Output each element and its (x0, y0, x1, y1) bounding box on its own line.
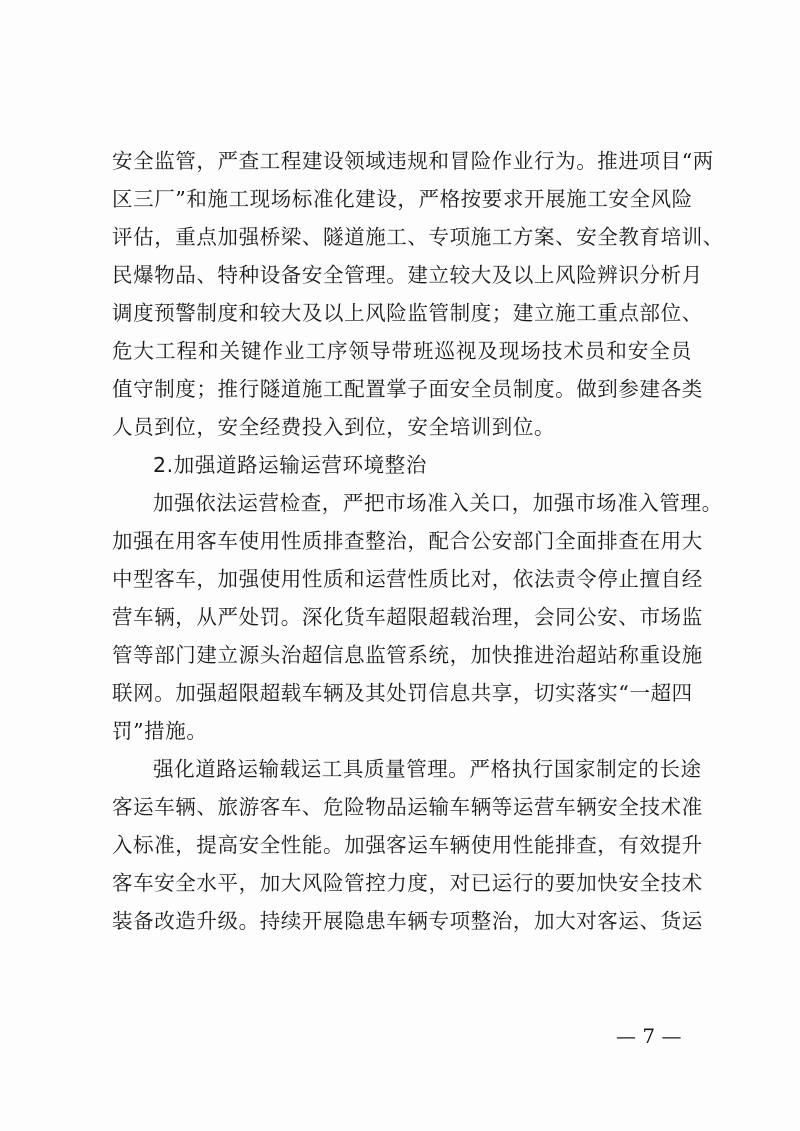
text-line: 入标准，提高安全性能。加强客运车辆使用性能排查，有效提升 (112, 833, 703, 857)
text-line: 装备改造升级。持续开展隐患车辆专项整治，加大对客运、货运 (112, 909, 703, 933)
text-line: 联网。加强超限超载车辆及其处罚信息共享，切实落实“一超四 (112, 681, 693, 705)
paragraph-2 (112, 488, 723, 746)
text-line: 加强依法运营检查，严把市场准入关口，加强市场准入管理。 (153, 491, 723, 515)
text-line: 中型客车，加强使用性质和运营性质比对，依法责令停止擅自经 (112, 567, 703, 591)
text-line: 管等部门建立源头治超信息监管系统，加快推进治超站称重设施 (112, 643, 703, 667)
text-line: 评估，重点加强桥梁、隧道施工、专项施工方案、安全教育培训、 (112, 225, 724, 249)
text-line: 值守制度；推行隧道施工配置掌子面安全员制度。做到参建各类 (112, 377, 703, 401)
text-line: 区三厂”和施工现场标准化建设，严格按要求开展施工安全风险 (112, 187, 693, 211)
text-line: 罚”措施。 (112, 719, 208, 743)
text-line: 民爆物品、特种设备安全管理。建立较大及以上风险辨识分析月 (112, 263, 703, 287)
text-line: 调度预警制度和较大及以上风险监管制度；建立施工重点部位、 (112, 301, 703, 325)
paragraph-3 (112, 754, 703, 936)
text-line: 危大工程和关键作业工序领导带班巡视及现场技术员和安全员 (112, 339, 692, 363)
text-line: 人员到位，安全经费投入到位，安全培训到位。 (112, 415, 556, 439)
text-line: 客车安全水平，加大风险管控力度，对已运行的要加快安全技术 (112, 871, 703, 895)
paragraph-1 (112, 146, 724, 442)
text-line: 客运车辆、旅游客车、危险物品运输车辆等运营车辆安全技术准 (112, 795, 703, 819)
text-line: 强化道路运输载运工具质量管理。严格执行国家制定的长途 (153, 757, 702, 781)
text-line: 营车辆，从严处罚。深化货车超限超载治理，会同公安、市场监 (112, 605, 703, 629)
text-line: 加强在用客车使用性质排查整治，配合公安部门全面排查在用大 (112, 529, 703, 553)
text-line: 安全监管，严查工程建设领域违规和冒险作业行为。推进项目“两 (112, 149, 714, 173)
body-text (112, 146, 724, 944)
heading-text: 2.加强道路运输运营环境整治 (153, 453, 427, 477)
section-heading (112, 450, 692, 480)
page-number: — 7 — (616, 1024, 682, 1048)
